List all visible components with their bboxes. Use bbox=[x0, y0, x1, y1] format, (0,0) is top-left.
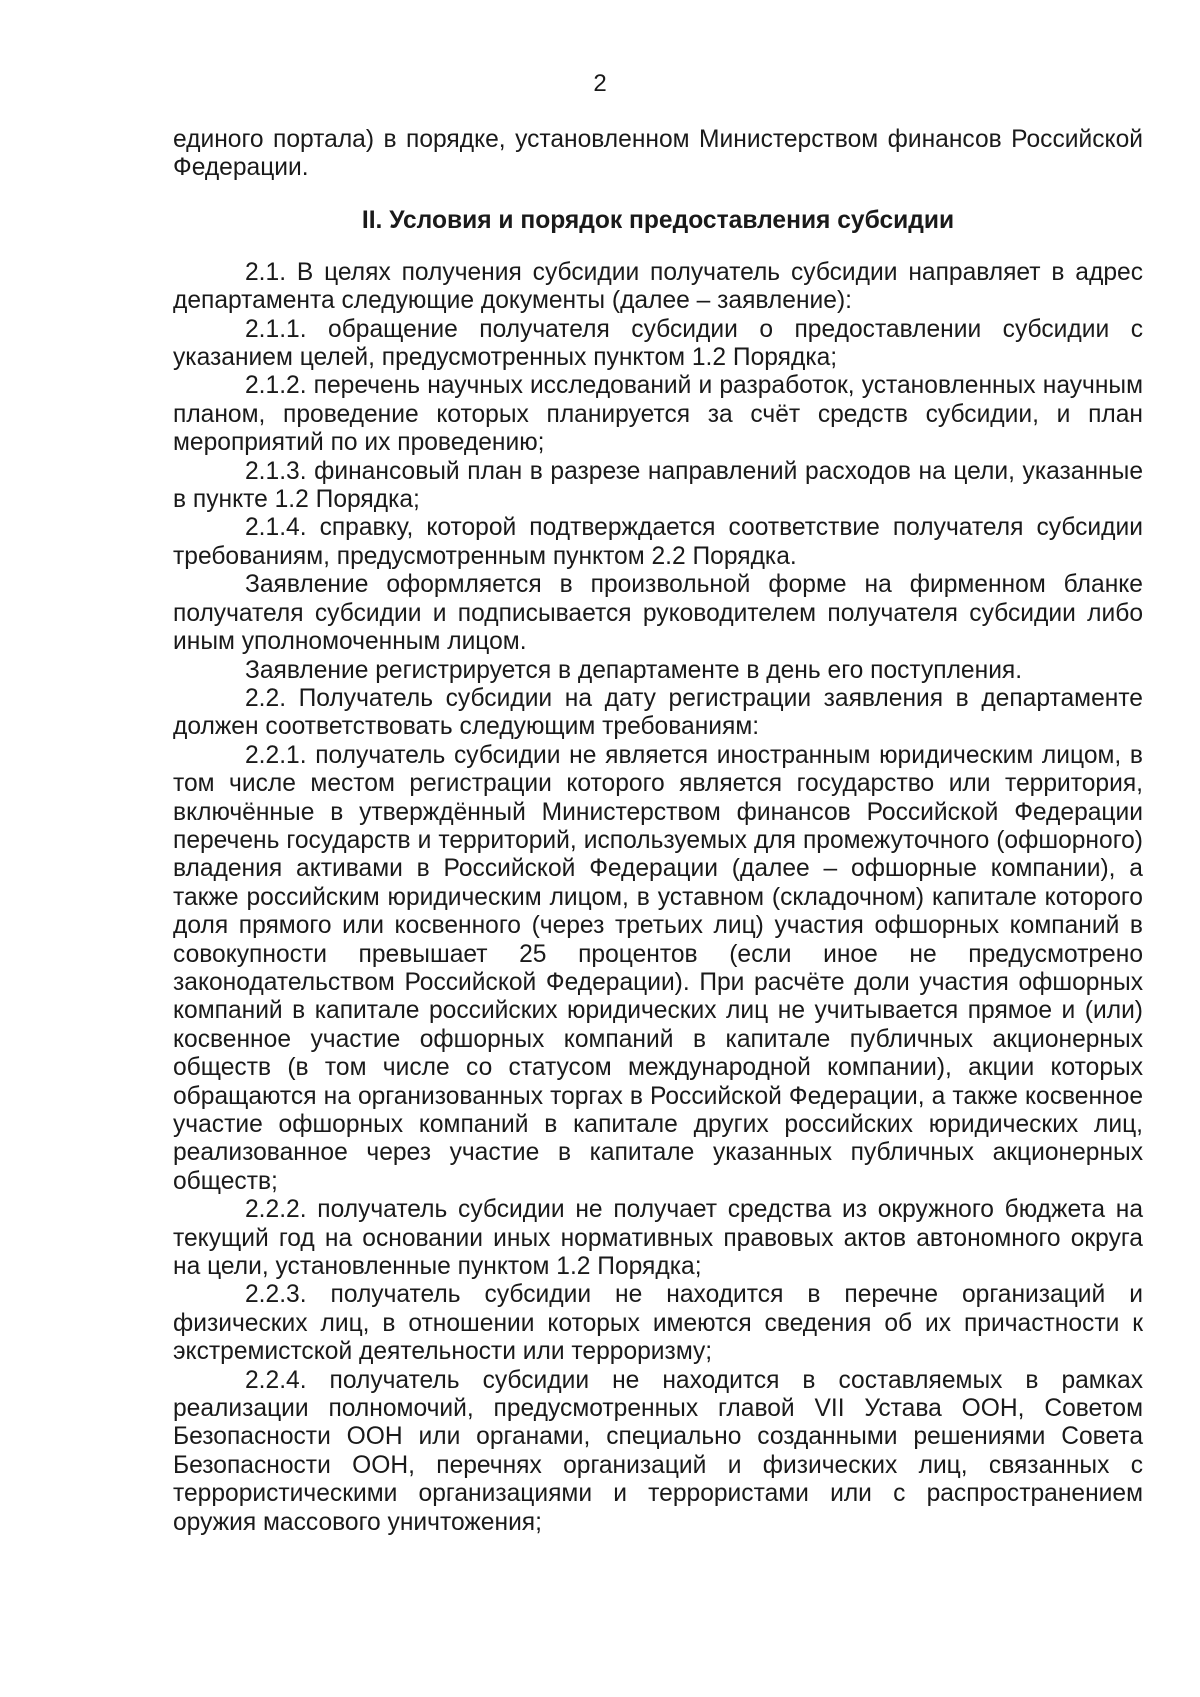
paragraph-2-1-3: 2.1.3. финансовый план в разрезе направлений расходов на цели, указанные в пункте 1.2 Порядка; bbox=[173, 457, 1143, 514]
paragraph-2-2: 2.2. Получатель субсидии на дату регистрации заявления в департаменте должен соответствовать следующим требованиям: bbox=[173, 684, 1143, 741]
paragraph-2-2-1: 2.2.1. получатель субсидии не является иностранным юридическим лицом, в том числе местом регистрации которого является государство или территория, включённые в утверждённый Министерством финансов Российской Федерации перечень государств и территорий, используемых для промежуточного (офшорного) владения активами в Российской Федерации (далее – офшорные компании), а также российским юридическим лицом, в уставном (складочном) капитале которого доля прямого или косвенного (через третьих лиц) участия офшорных компаний в совокупности превышает 25 процентов (если иное не предусмотрено законодательством Российской Федерации). При расчёте доли участия офшорных компаний в капитале российских юридических лиц не учитывается прямое и (или) косвенное участие офшорных компаний в капитале публичных акционерных обществ (в том числе со статусом международной компании), акции которых обращаются на организованных торгах в Российской Федерации, а также косвенное участие офшорных компаний в капитале других российских юридических лиц, реализованное через участие в капитале указанных публичных акционерных обществ; bbox=[173, 741, 1143, 1195]
document-body bbox=[173, 126, 1143, 1537]
page-number: 2 bbox=[593, 70, 607, 97]
paragraph-2-1-2: 2.1.2. перечень научных исследований и разработок, установленных научным планом, проведение которых планируется за счёт средств субсидии, и план мероприятий по их проведению; bbox=[173, 372, 1143, 457]
paragraph-2-2-2: 2.2.2. получатель субсидии не получает средства из окружного бюджета на текущий год на основании иных нормативных правовых актов автономного округа на цели, установленные пунктом 1.2 Порядка; bbox=[173, 1196, 1143, 1281]
paragraph-2-1-4: 2.1.4. справку, которой подтверждается соответствие получателя субсидии требованиям, предусмотренным пунктом 2.2 Порядка. bbox=[173, 514, 1143, 570]
paragraph-application-form: Заявление оформляется в произвольной форме на фирменном бланке получателя субсидии и подписывается руководителем получателя субсидии либо иным уполномоченным лицом. bbox=[173, 571, 1143, 656]
paragraph-application-registration: Заявление регистрируется в департаменте в день его поступления. bbox=[245, 656, 1023, 684]
paragraph-2-2-3: 2.2.3. получатель субсидии не находится в перечне организаций и физических лиц, в отношении которых имеются сведения об их причастности к экстремистской деятельности или терроризму; bbox=[173, 1281, 1143, 1366]
paragraph-2-1: 2.1. В целях получения субсидии получатель субсидии направляет в адрес департамента следующие документы (далее – заявление): bbox=[173, 258, 1143, 315]
paragraph-2-2-4: 2.2.4. получатель субсидии не находится в составляемых в рамках реализации полномочий, предусмотренных главой VII Устава ООН, Советом Безопасности ООН или органами, специально созданными решениями Совета Безопасности ООН, перечнях организаций и физических лиц, связанных с террористическими организациями и террористами или с распространением оружия массового уничтожения; bbox=[173, 1366, 1143, 1536]
paragraph-2-1-1: 2.1.1. обращение получателя субсидии о предоставлении субсидии с указанием целей, предусмотренных пунктом 1.2 Порядка; bbox=[173, 315, 1143, 372]
section-title: II. Условия и порядок предоставления субсидии bbox=[361, 206, 955, 234]
intro-paragraph: единого портала) в порядке, установленном Министерством финансов Российской Федерации. bbox=[173, 126, 1143, 182]
